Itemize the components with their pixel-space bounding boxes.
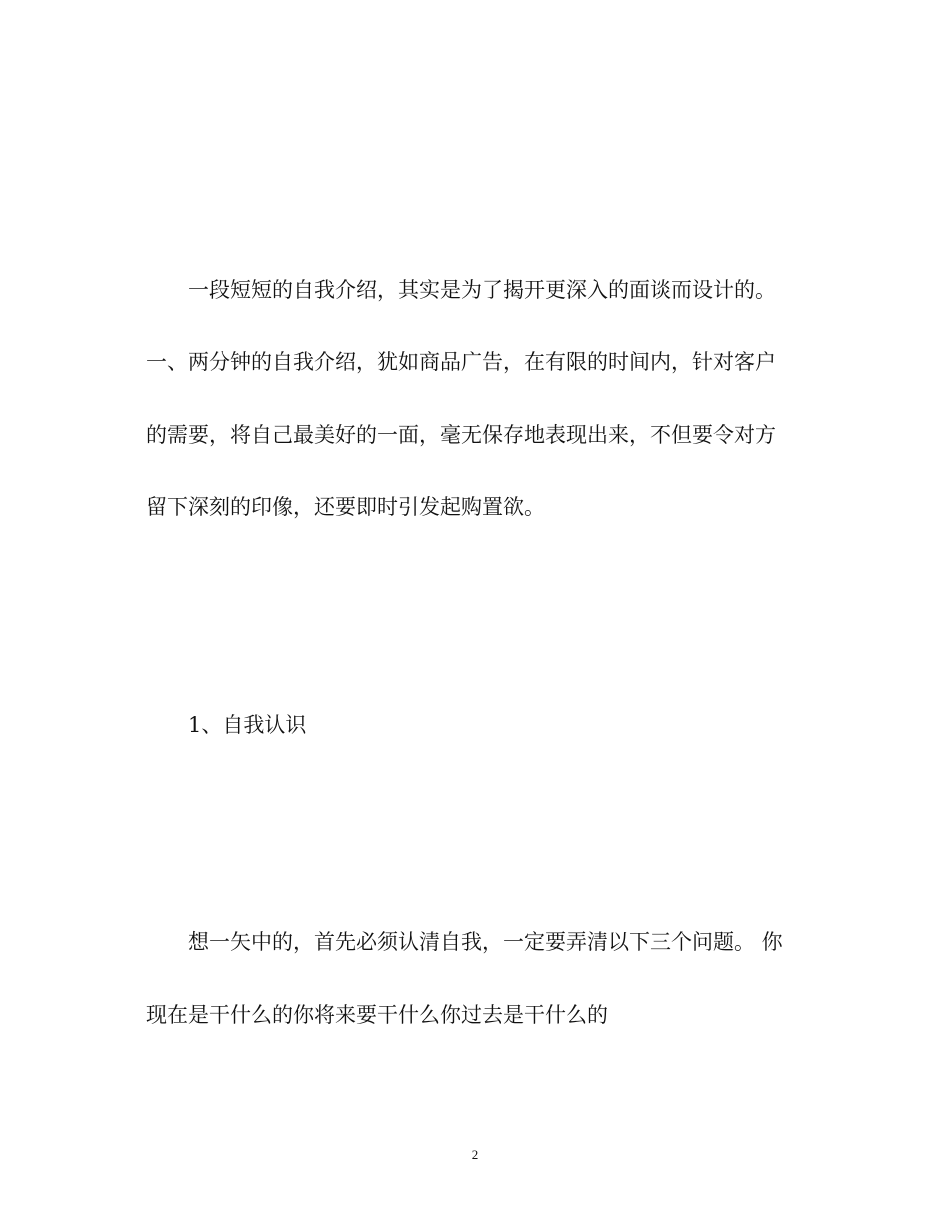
paragraph-questions-line-2: 现在是干什么的你将来要干什么你过去是干什么的 — [146, 1003, 608, 1027]
paragraph-intro-line-1: 一段短短的自我介绍，其实是为了揭开更深入的面谈而设计的。 — [188, 278, 776, 302]
paragraph-section-one-line-3: 留下深刻的印像，还要即时引发起购置欲。 — [146, 495, 545, 519]
subheading-self-awareness: 1、自我认识 — [188, 713, 307, 737]
paragraph-section-one-line-2: 的需要，将自己最美好的一面，毫无保存地表现出来，不但要令对方 — [146, 423, 776, 447]
paragraph-section-one-line-1: 一、两分钟的自我介绍，犹如商品广告，在有限的时间内，针对客户 — [146, 350, 776, 374]
paragraph-questions-line-1: 想一矢中的，首先必须认清自我，一定要弄清以下三个问题。 你 — [188, 930, 783, 954]
page-number: 2 — [471, 1147, 479, 1162]
